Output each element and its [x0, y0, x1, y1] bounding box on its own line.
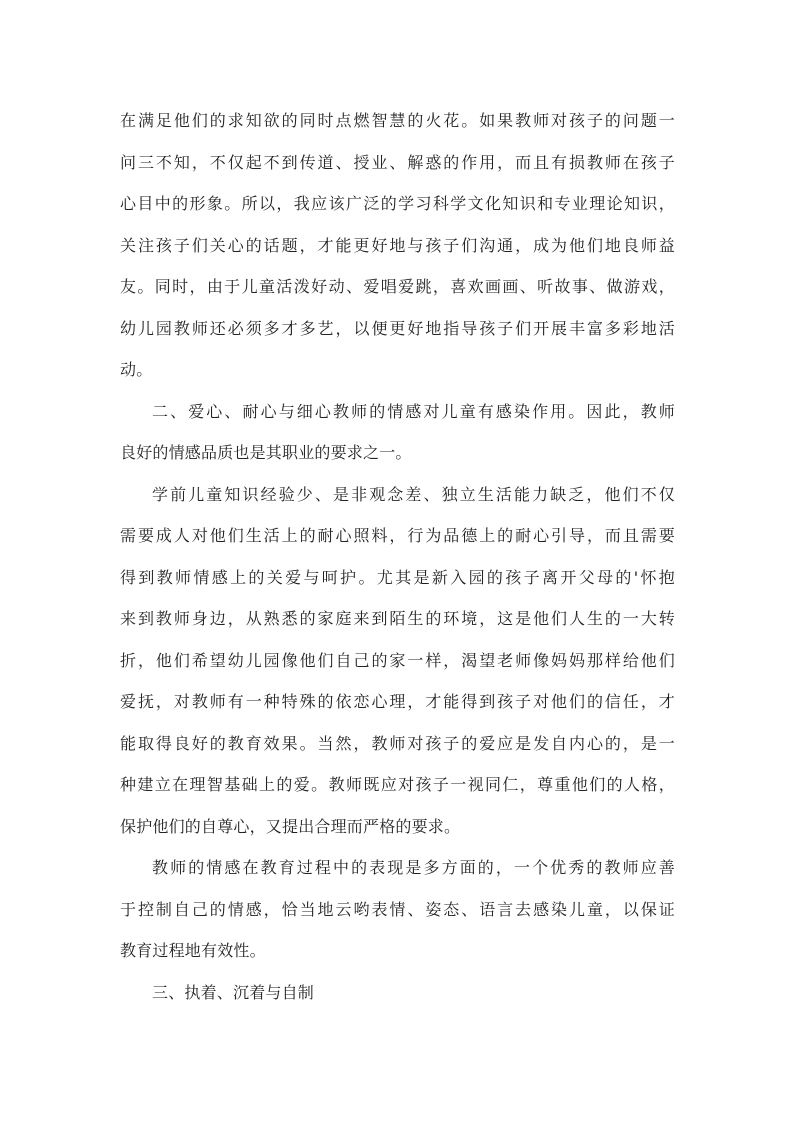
section-heading-3: 三、执着、沉着与自制: [152, 982, 315, 1002]
paragraph-4-line-2: 于控制自己的情感，恰当地云哟表情、姿态、语言去感染儿童，以保证: [120, 899, 675, 919]
paragraph-2-line-1: 二、爱心、耐心与细心教师的情感对儿童有感染作用。因此，教师: [152, 401, 675, 421]
paragraph-1-line-7: 动。: [120, 360, 153, 379]
paragraph-3-line-9: 保护他们的自尊心，又提出合理而严格的要求。: [120, 816, 461, 836]
paragraph-1-line-5: 友。同时，由于儿童活泼好动、爱唱爱跳，喜欢画画、听故事、做游戏，: [120, 277, 675, 296]
document-body: [120, 100, 675, 1013]
paragraph-3-line-1: 学前儿童知识经验少、是非观念差、独立生活能力缺乏，他们不仅: [152, 484, 675, 504]
paragraph-3-line-8: 种建立在理智基础上的爱。教师既应对孩子一视同仁，尊重他们的人格，: [120, 775, 675, 794]
paragraph-3-line-3: 得到教师情感上的关爱与呵护。尤其是新入园的孩子离开父母的'怀抱: [120, 567, 675, 587]
paragraph-3-line-6: 爱抚，对教师有一种特殊的依恋心理，才能得到孩子对他们的信任，才: [120, 692, 675, 711]
paragraph-2-line-2: 良好的情感品质也是其职业的要求之一。: [120, 443, 412, 462]
paragraph-1-line-1: 在满足他们的求知欲的同时点燃智慧的火花。如果教师对孩子的问题一: [120, 111, 675, 130]
paragraph-3-line-2: 需要成人对他们生活上的耐心照料，行为品德上的耐心引导，而且需要: [120, 526, 675, 545]
paragraph-1-line-3: 心目中的形象。所以，我应该广泛的学习科学文化知识和专业理论知识，: [120, 194, 675, 213]
paragraph-3-line-7: 能取得良好的教育效果。当然，教师对孩子的爱应是发自内心的，是一: [120, 733, 675, 753]
paragraph-1-line-2: 问三不知，不仅起不到传道、授业、解惑的作用，而且有损教师在孩子: [120, 152, 675, 172]
paragraph-3-line-4: 来到教师身边，从熟悉的家庭来到陌生的环境，这是他们人生的一大转: [120, 609, 675, 628]
paragraph-1-line-6: 幼儿园教师还必须多才多艺，以便更好地指导孩子们开展丰富多彩地活: [120, 318, 675, 338]
paragraph-3-line-5: 折，他们希望幼儿园像他们自己的家一样，渴望老师像妈妈那样给他们: [120, 650, 675, 670]
paragraph-1-line-4: 关注孩子们关心的话题，才能更好地与孩子们沟通，成为他们地良师益: [120, 235, 675, 255]
paragraph-4-line-1: 教师的情感在教育过程中的表现是多方面的，一个优秀的教师应善: [152, 858, 675, 877]
paragraph-4-line-3: 教育过程地有效性。: [120, 941, 266, 960]
